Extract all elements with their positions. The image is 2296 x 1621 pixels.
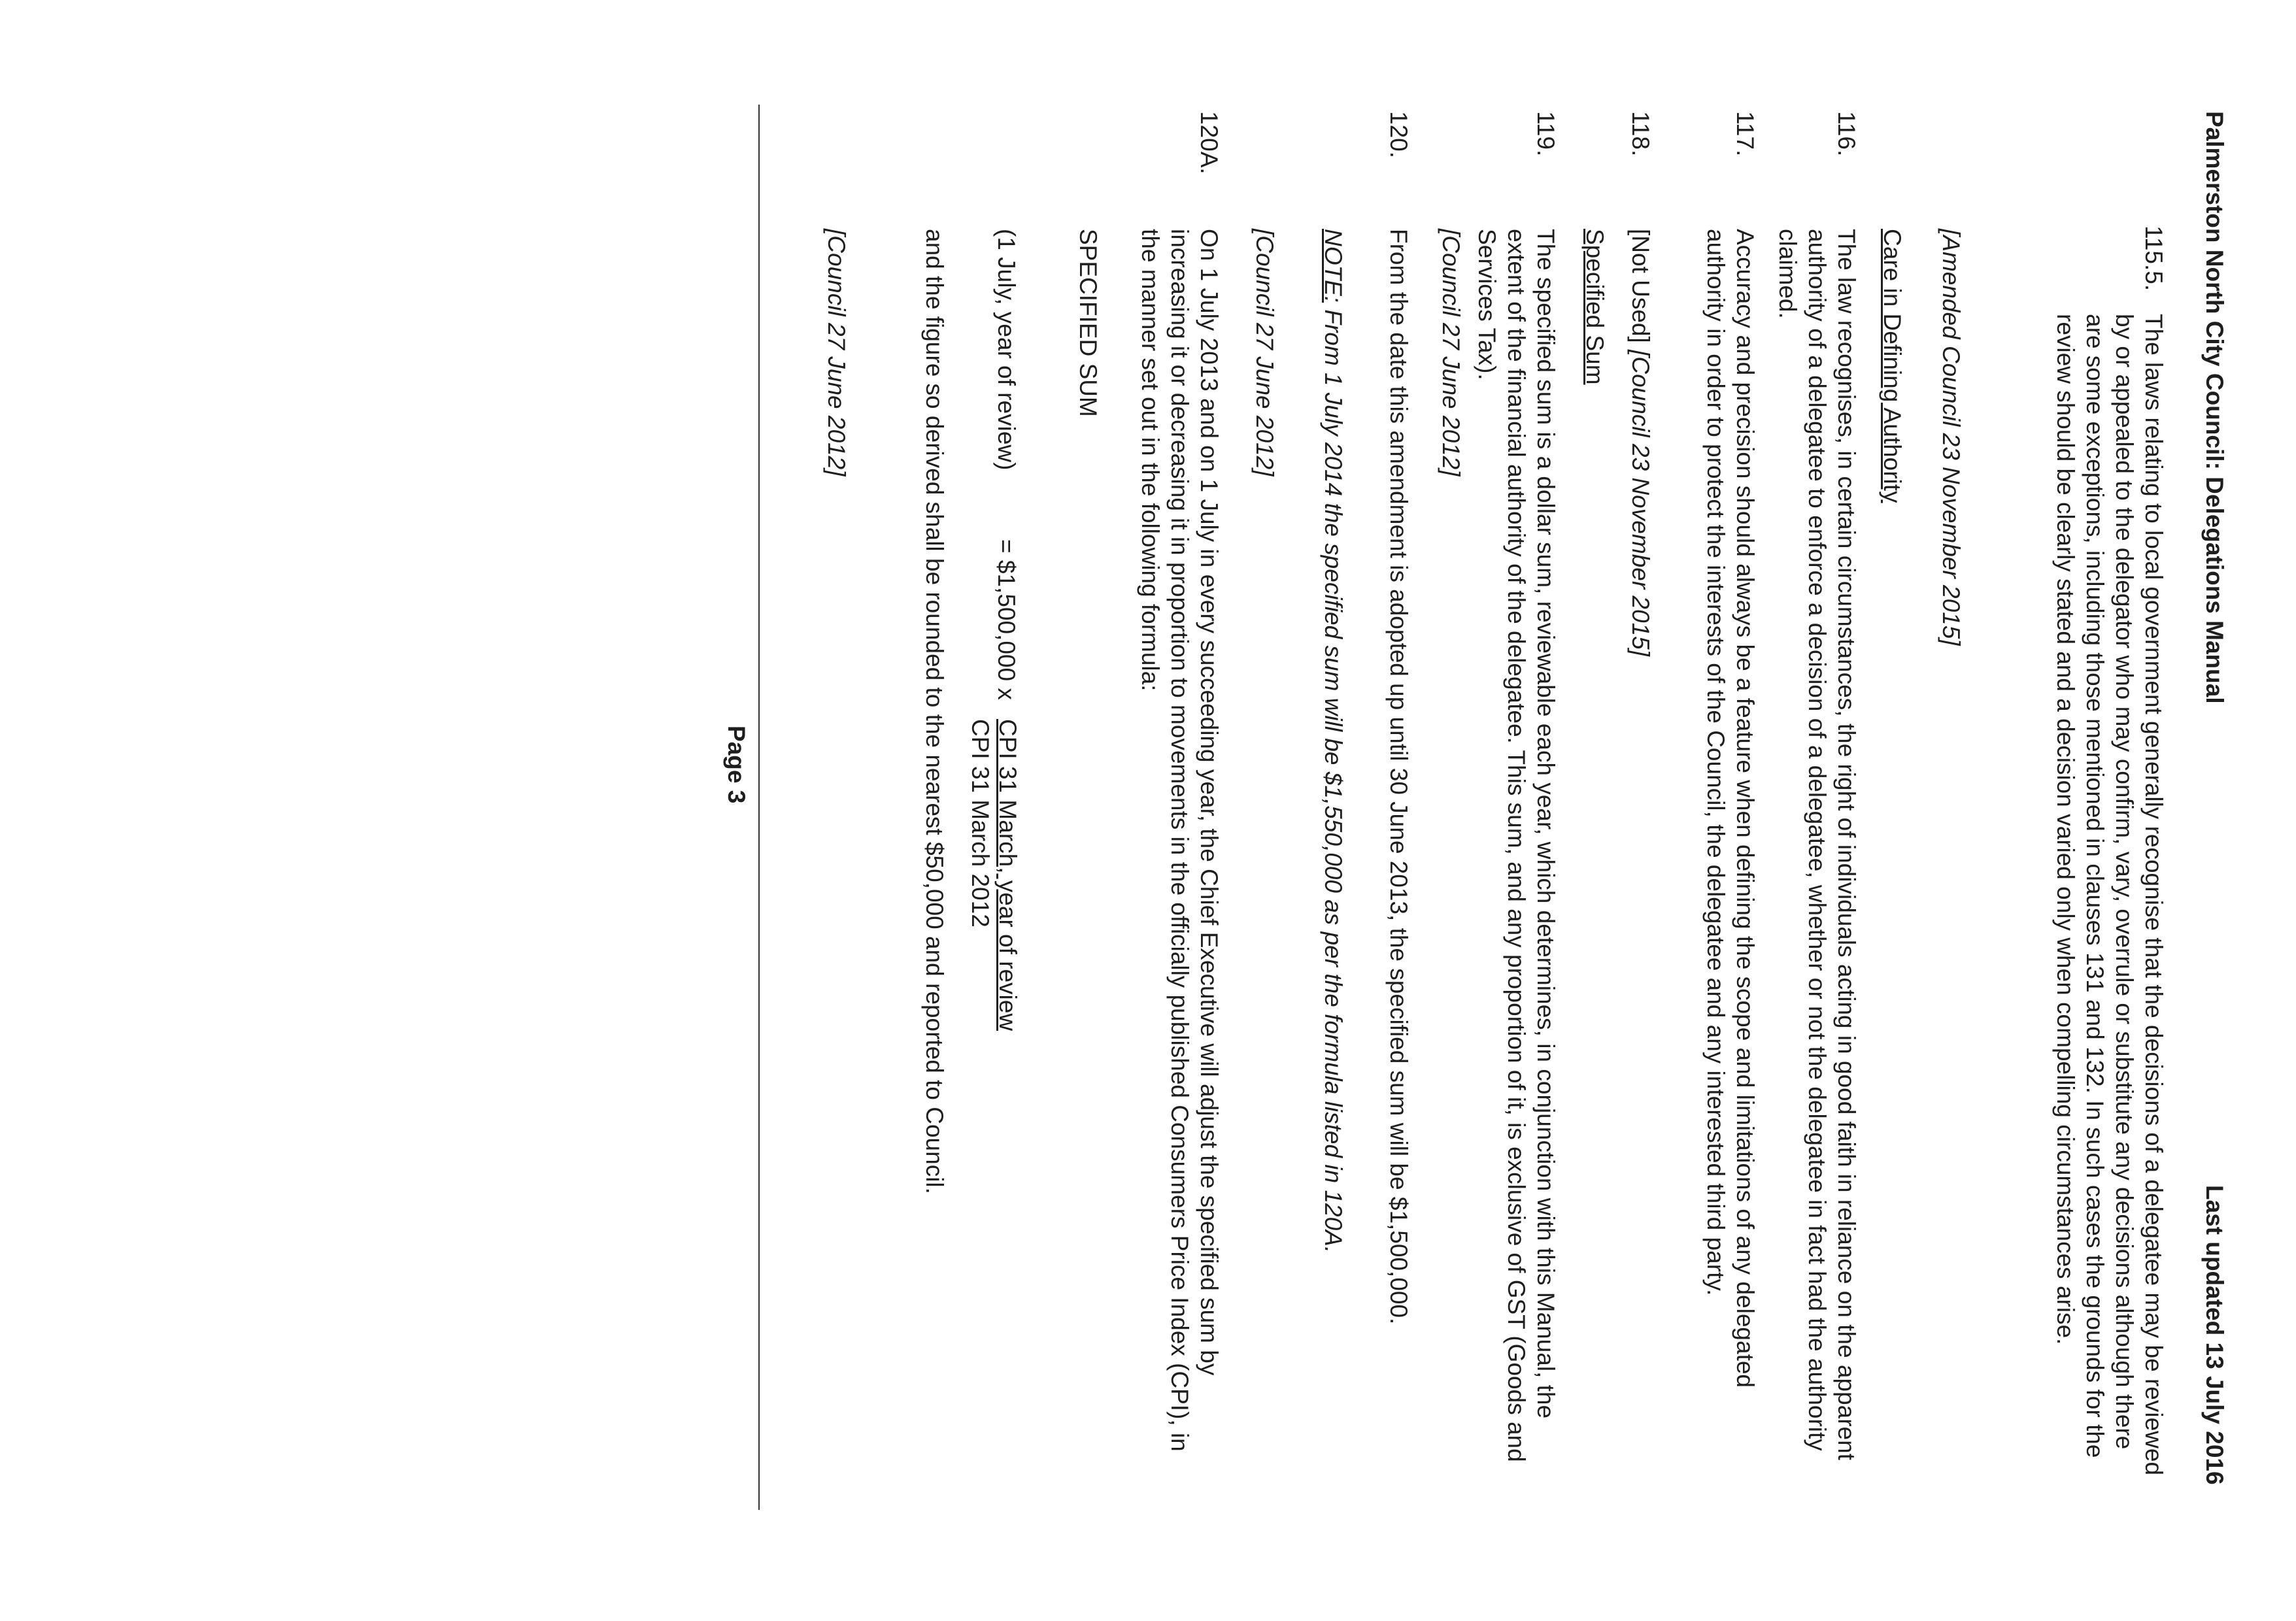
footer-rule xyxy=(758,105,760,1510)
clause-117-text: Accuracy and precision should always be a feature when defining the scope and limitations of any delegated authority in order to protect the interests of the Council, the delegatee and any interested third party. xyxy=(1702,229,1759,1388)
formula-equals: = $1,500,000 x xyxy=(993,539,1020,700)
amended-citation: [Amended Council 23 November 2015] xyxy=(1938,229,1965,646)
clause-115-5-text: The laws relating to local government generally recognise that the decisions of a delegatee may be reviewed by or appealed to the delegator who may confirm, vary, overrule or substitute any decisions although there are some exceptions, including those mentioned in clauses 131 and 132. In such cases the grounds for the review should be clearly stated and a decision varied only when compelling circumstances arise. xyxy=(2052,314,2167,1476)
clause-number-120A: 120A. xyxy=(1196,111,1223,175)
clause-120A-text: On 1 July 2013 and on 1 July in every succeeding year, the Chief Executive will adjust the specified sum by increasing it or decreasing it in proportion to movements in the officially published Consumers Price Index (CPI), in the manner set out in the following formula: xyxy=(1137,229,1223,1452)
formula-after-text: and the figure so derived shall be rounded to the nearest $50,000 and reported to Council. xyxy=(921,229,948,1194)
clause-number-120: 120. xyxy=(1385,111,1412,159)
clause-119-text: The specified sum is a dollar sum, reviewable each year, which determines, in conjunction with this Manual, the extent of the financial authority of the delegatee. This sum, and any proportion of it, is exclusive of GST (Goods and Services Tax). xyxy=(1474,229,1559,1462)
formula-numerator: CPI 31 March, year of review xyxy=(994,719,1021,1031)
clause-120-text: From the date this amendment is adopted up until 30 June 2013, the specified sum will be $1,500,000. xyxy=(1385,229,1412,1325)
header-date: Last updated 13 July 2016 xyxy=(2201,1185,2228,1485)
note-text: From 1 July 2014 the specified sum will be $1,550,000 as per the formula listed in 120A. xyxy=(1320,303,1347,1254)
clause-number-116: 116. xyxy=(1833,111,1860,157)
formula-denominator: CPI 31 March 2012 xyxy=(967,719,994,927)
clause-number-119: 119. xyxy=(1532,111,1559,157)
formula-fraction xyxy=(966,719,1021,1031)
note-label: NOTE: xyxy=(1320,229,1347,303)
heading-care-in-defining-authority: Care in Defining Authority xyxy=(1879,229,1906,503)
clause-120-citation: [Council 27 June 2012] xyxy=(1251,229,1278,476)
formula-title: SPECIFIED SUM xyxy=(1075,229,1102,417)
clause-119-citation: [Council 27 June 2012] xyxy=(1438,229,1464,476)
clause-120-note xyxy=(1319,229,1348,1484)
clause-118-text xyxy=(1626,229,1655,656)
clause-number-118: 118. xyxy=(1627,111,1654,157)
clause-118-body: [Not Used] xyxy=(1627,229,1654,343)
clause-number-117: 117. xyxy=(1732,111,1759,157)
clause-number-115-5: 115.5. xyxy=(2140,226,2167,292)
page-number: Page 3 xyxy=(723,726,750,804)
header-title: Palmerston North City Council: Delegations Manual xyxy=(2201,111,2228,704)
clause-118-citation: [Council 23 November 2015] xyxy=(1627,350,1654,657)
clause-120A-citation: [Council 27 June 2012] xyxy=(823,229,850,476)
heading-specified-sum: Specified Sum xyxy=(1581,229,1608,385)
clause-116-text: The law recognises, in certain circumstances, the right of individuals acting in good faith in reliance on the apparent authority of a delegatee to enforce a decision of a delegatee, whether or not the delegatee in fact had the authority claimed. xyxy=(1774,229,1860,1460)
formula-lhs: (1 July, year of review) xyxy=(993,229,1020,471)
